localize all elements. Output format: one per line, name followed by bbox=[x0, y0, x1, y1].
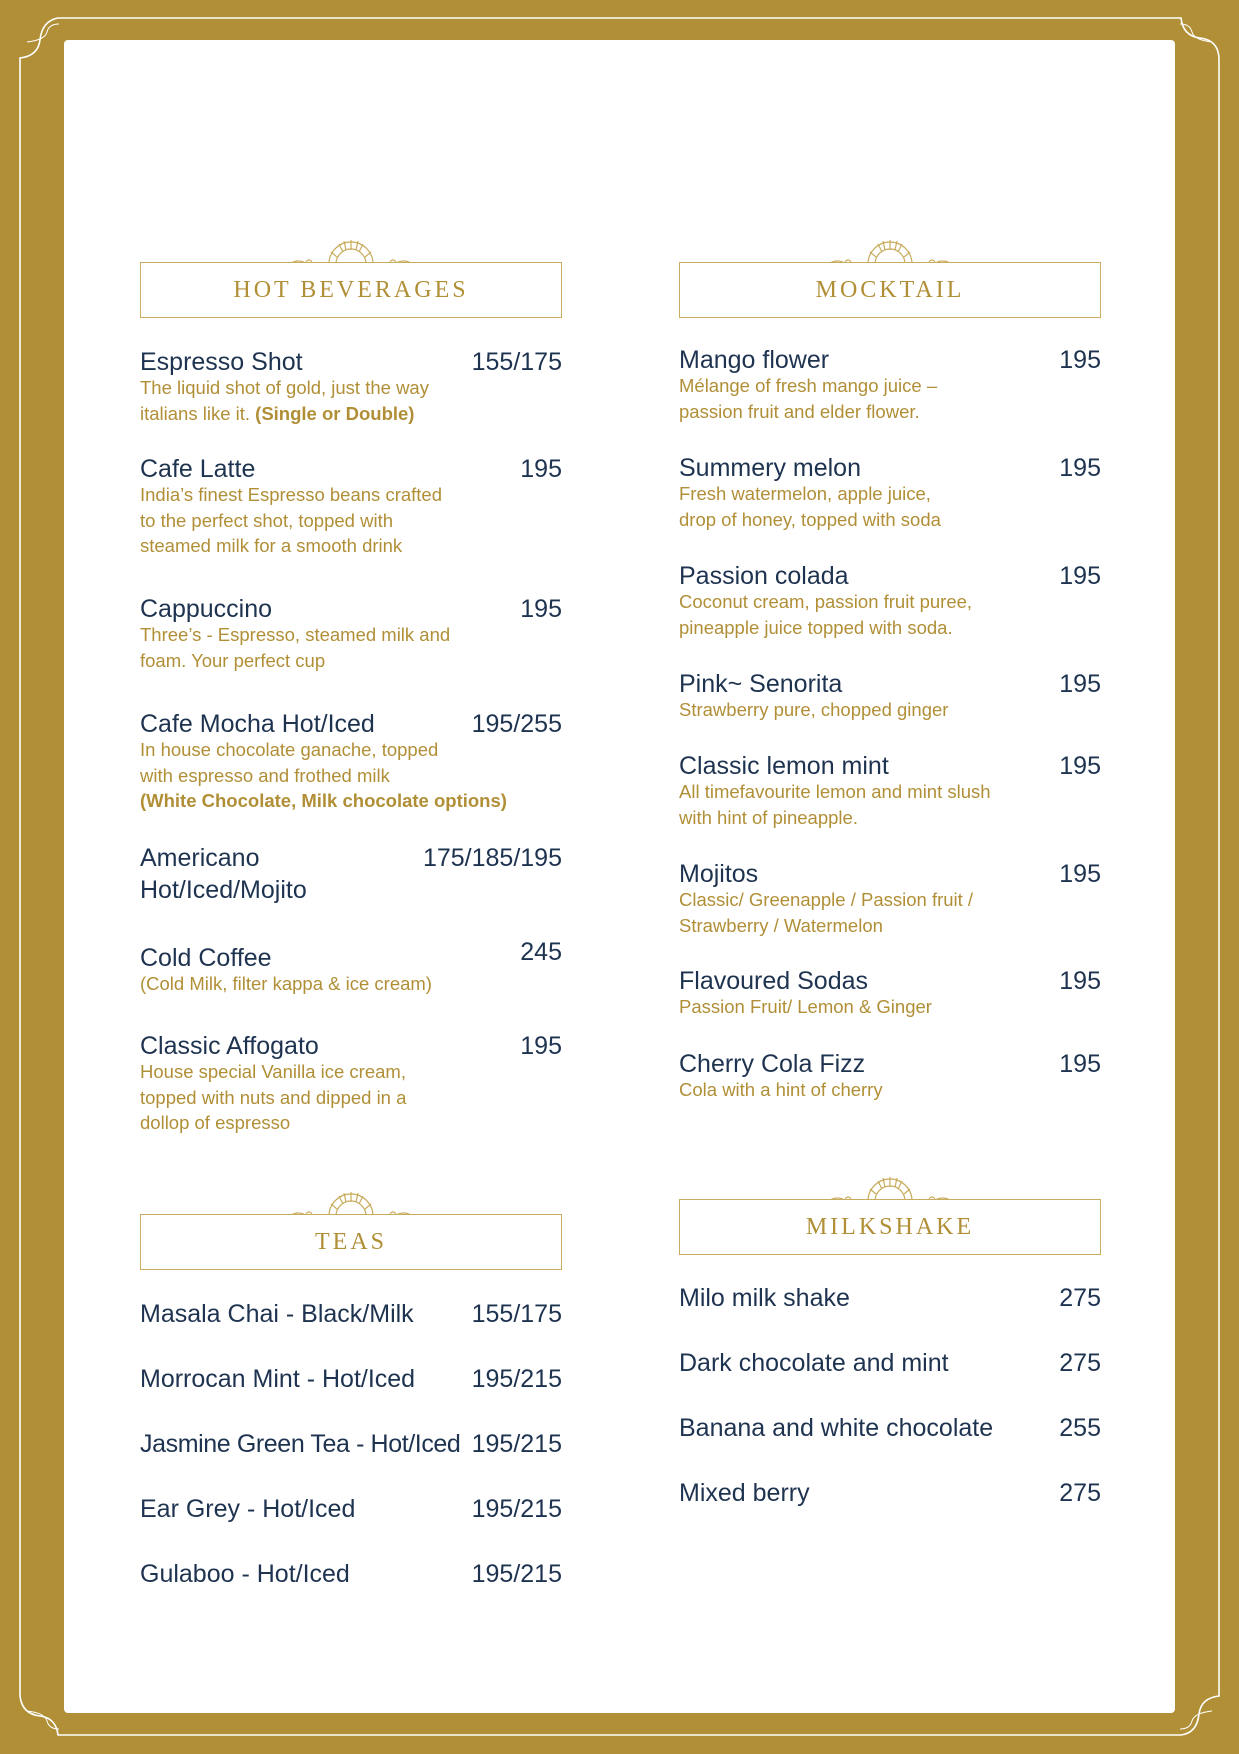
milkshake-header bbox=[679, 1199, 1101, 1255]
item-price: 195 bbox=[1059, 670, 1101, 698]
item-price: 195 bbox=[1059, 967, 1101, 995]
item-name: Morrocan Mint - Hot/Iced bbox=[140, 1365, 416, 1393]
item-name: Espresso Shot bbox=[140, 348, 303, 376]
description-line: India’s finest Espresso beans crafted bbox=[140, 484, 442, 505]
item-description bbox=[140, 971, 432, 997]
item-name: Mojitos bbox=[679, 860, 759, 888]
mocktail-header bbox=[679, 262, 1101, 318]
section-title: MILKSHAKE bbox=[805, 1214, 975, 1240]
item-price: 195 bbox=[1059, 1050, 1101, 1078]
item-description bbox=[679, 697, 948, 723]
milkshake-item bbox=[679, 1412, 1101, 1446]
menu-item-passion-colada bbox=[679, 560, 1101, 640]
description-line: Passion Fruit/ Lemon & Ginger bbox=[679, 996, 932, 1017]
item-price: 255 bbox=[1059, 1414, 1101, 1442]
hot-beverages-header bbox=[140, 262, 562, 318]
description-line: pineapple juice topped with soda. bbox=[679, 616, 953, 638]
item-description bbox=[679, 887, 973, 938]
item-name: Passion colada bbox=[679, 562, 849, 590]
item-name: Cold Coffee bbox=[140, 944, 272, 972]
menu-item-americano bbox=[140, 842, 562, 912]
description-line: to the perfect shot, topped with bbox=[140, 509, 393, 531]
item-name: Masala Chai - Black/Milk bbox=[140, 1300, 414, 1328]
item-name: Cappuccino bbox=[140, 595, 273, 623]
item-price: 275 bbox=[1059, 1349, 1101, 1377]
item-name: Gulaboo - Hot/Iced bbox=[140, 1560, 350, 1588]
description-line: passion fruit and elder flower. bbox=[679, 400, 920, 422]
item-price: 195/215 bbox=[471, 1430, 562, 1458]
item-name: Cafe Latte bbox=[140, 455, 256, 483]
tea-item bbox=[140, 1298, 562, 1332]
item-price: 175/185/195 bbox=[422, 844, 562, 872]
description-text: italians like it. bbox=[140, 402, 251, 424]
item-price: 195 bbox=[1059, 346, 1101, 374]
description-bold: (Single or Double) bbox=[255, 402, 415, 424]
item-name: Flavoured Sodas bbox=[679, 967, 869, 995]
item-price: 195/215 bbox=[471, 1365, 562, 1393]
description-line: Mélange of fresh mango juice – bbox=[679, 375, 938, 396]
description-line: Coconut cream, passion fruit puree, bbox=[679, 591, 973, 612]
item-price: 195 bbox=[1059, 752, 1101, 780]
item-price: 195 bbox=[520, 1032, 562, 1060]
description-line: foam. Your perfect cup bbox=[140, 649, 326, 671]
menu-item-cherry-cola-fizz bbox=[679, 1048, 1101, 1108]
description-line: Strawberry pure, chopped ginger bbox=[679, 699, 949, 720]
description-line: House special Vanilla ice cream, bbox=[140, 1061, 406, 1082]
description-line: Fresh watermelon, apple juice, bbox=[679, 483, 931, 504]
description-line: Strawberry / Watermelon bbox=[679, 914, 883, 936]
item-name: Classic lemon mint bbox=[679, 752, 889, 780]
item-name: Cafe Mocha Hot/Iced bbox=[140, 710, 375, 738]
item-price: 275 bbox=[1059, 1479, 1101, 1507]
description-line: Cola with a hint of cherry bbox=[679, 1079, 883, 1100]
item-price: 195 bbox=[520, 455, 562, 483]
description-line: drop of honey, topped with soda bbox=[679, 508, 941, 530]
item-description bbox=[679, 481, 941, 532]
item-name: Cherry Cola Fizz bbox=[679, 1050, 866, 1078]
item-description bbox=[679, 1077, 883, 1103]
item-description bbox=[679, 589, 972, 640]
section-title: TEAS bbox=[315, 1229, 387, 1255]
item-name: Milo milk shake bbox=[679, 1284, 850, 1312]
item-description bbox=[140, 375, 429, 426]
item-description bbox=[140, 622, 450, 673]
section-title: MOCKTAIL bbox=[815, 277, 965, 303]
tea-item bbox=[140, 1558, 562, 1592]
milkshake-item bbox=[679, 1282, 1101, 1316]
menu-item-flavoured-sodas bbox=[679, 965, 1101, 1025]
item-name: Jasmine Green Tea - Hot/Iced bbox=[140, 1430, 461, 1458]
menu-item-classic-affogato bbox=[140, 1030, 562, 1140]
item-price: 155/175 bbox=[471, 1300, 562, 1328]
menu-item-summery-melon bbox=[679, 452, 1101, 532]
item-name: Summery melon bbox=[679, 454, 861, 482]
menu-item-pink-senorita bbox=[679, 668, 1101, 728]
item-description bbox=[679, 994, 932, 1020]
section-title: HOT BEVERAGES bbox=[233, 277, 469, 303]
item-price: 195 bbox=[1059, 562, 1101, 590]
tea-item bbox=[140, 1428, 562, 1462]
menu-item-cafe-mocha bbox=[140, 708, 562, 818]
menu-item-cappuccino bbox=[140, 593, 562, 673]
tea-item bbox=[140, 1493, 562, 1527]
description-line: (Cold Milk, filter kappa & ice cream) bbox=[140, 973, 432, 994]
teas-header bbox=[140, 1214, 562, 1270]
description-line: Classic/ Greenapple / Passion fruit / bbox=[679, 889, 974, 910]
menu-item-cold-coffee bbox=[140, 938, 562, 998]
description-line bbox=[140, 788, 580, 814]
item-price: 195/215 bbox=[471, 1495, 562, 1523]
item-description bbox=[679, 779, 991, 830]
item-name: Americano bbox=[140, 844, 260, 872]
item-name: Ear Grey - Hot/Iced bbox=[140, 1495, 356, 1523]
menu-item-espresso-shot bbox=[140, 346, 562, 426]
description-bold: (White Chocolate, Milk chocolate options) bbox=[140, 790, 507, 811]
description-line: dollop of espresso bbox=[140, 1112, 291, 1133]
item-description bbox=[140, 482, 442, 559]
milkshake-item bbox=[679, 1477, 1101, 1511]
item-name: Mango flower bbox=[679, 346, 830, 374]
menu-item-cafe-latte bbox=[140, 453, 562, 563]
item-price: 195/215 bbox=[471, 1560, 562, 1588]
item-price: 275 bbox=[1059, 1284, 1101, 1312]
description-line: topped with nuts and dipped in a bbox=[140, 1086, 407, 1108]
milkshake-item bbox=[679, 1347, 1101, 1381]
item-description bbox=[140, 1059, 406, 1136]
description-line: with hint of pineapple. bbox=[679, 806, 858, 828]
item-name: Banana and white chocolate bbox=[679, 1414, 994, 1442]
item-name: Dark chocolate and mint bbox=[679, 1349, 949, 1377]
item-price: 155/175 bbox=[471, 348, 562, 376]
item-description bbox=[679, 373, 937, 424]
menu-item-mojitos bbox=[679, 858, 1101, 938]
item-price: 245 bbox=[520, 938, 562, 966]
description-line: In house chocolate ganache, topped bbox=[140, 739, 439, 760]
description-line: All timefavourite lemon and mint slush bbox=[679, 781, 991, 802]
menu-item-mango-flower bbox=[679, 344, 1101, 424]
tea-item bbox=[140, 1363, 562, 1397]
item-price: 195 bbox=[1059, 860, 1101, 888]
description-line: Three’s - Espresso, steamed milk and bbox=[140, 624, 451, 645]
item-name: Mixed berry bbox=[679, 1479, 810, 1507]
item-price: 195/255 bbox=[471, 710, 562, 738]
description-line: The liquid shot of gold, just the way bbox=[140, 377, 429, 398]
item-price: 195 bbox=[1059, 454, 1101, 482]
item-name-second-line: Hot/Iced/Mojito bbox=[140, 876, 307, 904]
description-line: steamed milk for a smooth drink bbox=[140, 535, 403, 556]
description-line: with espresso and frothed milk bbox=[140, 764, 390, 786]
item-name: Pink~ Senorita bbox=[679, 670, 843, 698]
item-name: Classic Affogato bbox=[140, 1032, 319, 1060]
description-line bbox=[140, 401, 429, 427]
menu-item-classic-lemon-mint bbox=[679, 750, 1101, 830]
item-description bbox=[140, 737, 580, 814]
item-price: 195 bbox=[520, 595, 562, 623]
